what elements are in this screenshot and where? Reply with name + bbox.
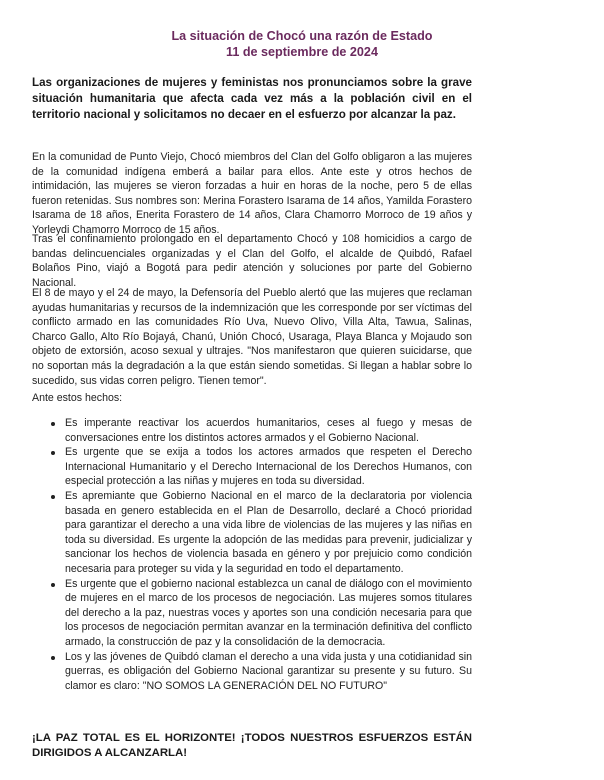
closing-statement: ¡LA PAZ TOTAL ES EL HORIZONTE! ¡TODOS NUESTROS ESFUERZOS ESTÁN DIRIGIDOS A ALCANZARLA! bbox=[32, 732, 472, 759]
bullet-icon bbox=[51, 656, 55, 660]
list-item-text: Los y las jóvenes de Quibdó claman el derecho a una vida justa y una cotidianidad sin guerras, es obligación del Gobierno Nacional garantizar su presente y su futuro. Su clamor es claro: "NO SOMOS LA GENERACIÓN DEL NO FUTURO" bbox=[65, 650, 472, 692]
list-item bbox=[32, 489, 472, 577]
paragraph-punto-viejo: En la comunidad de Punto Viejo, Chocó miembros del Clan del Golfo obligaron a las mujeres de la comunidad indígena emberá a bailar para ellos. Ante este y otros hechos de intimidación, las mujeres se vieron forzadas a huir en horas de la noche, pero 5 de ellas fueron retenidas. Sus nombres son: Merina Forastero Isarama de 14 años, Yamilda Forastero Isarama de 18 años, Enerita Forastero de 14 años, Clara Chamorro Morroco de 19 años y Yorleydi Chamorro Morroco de 15 años. bbox=[32, 151, 472, 236]
document-date: 11 de septiembre de 2024 bbox=[226, 45, 378, 59]
list-item bbox=[32, 577, 472, 650]
paragraph-confinamiento: Tras el confinamiento prolongado en el departamento Chocó y 108 homicidios a cargo de bandas delincuenciales organizadas y el Clan del Golfo, el alcalde de Quibdó, Rafael Bolaños Pino, viajó a Bogotá para pedir atención y soluciones por parte del Gobierno Nacional. bbox=[32, 233, 472, 289]
list-item-text: Es urgente que el gobierno nacional establezca un canal de diálogo con el movimiento de mujeres en el marco de los procesos de negociación. Las mujeres somos titulares del derecho a la paz, nuestras voces y aportes son una condición necesaria para que los procesos de negociación permitan avanzar en la terminación definitiva del conflicto armado, la construcción de paz y la consolidación de la democracia. bbox=[65, 577, 472, 648]
paragraph-ante-estos-hechos: Ante estos hechos: bbox=[32, 392, 123, 404]
lead-statement: Las organizaciones de mujeres y feministas nos pronunciamos sobre la grave situación humanitaria que afecta cada vez más a la población civil en el territorio nacional y solicitamos no decaer en el esfuerzo por alcanzar la paz. bbox=[32, 76, 472, 121]
bullet-icon bbox=[51, 495, 55, 499]
paragraph-defensoria: El 8 de mayo y el 24 de mayo, la Defensoría del Pueblo alertó que las mujeres que reclaman ayudas humanitarias y recursos de la indemnización que les corresponde por ser víctimas del conflicto armado en las comunidades Río Uva, Nuevo Olivo, Villa Alta, Tawua, Salinas, Charco Gallo, Alto Río Bojayá, Chanú, Unión Chocó, Usaraga, Playa Blanca y Mojaudo son objeto de extorsión, acoso sexual y ultrajes. "Nos manifestaron que quieren suicidarse, que no soportan más la degradación a la que están siendo sometidas. Si llegan a hablar sobre lo sucedido, sus vidas corren peligro. Tienen temor". bbox=[32, 287, 472, 387]
list-item bbox=[32, 416, 472, 445]
demands-list bbox=[32, 416, 472, 693]
bullet-icon bbox=[51, 583, 55, 587]
list-item-text: Es urgente que se exija a todos los actores armados que respeten el Derecho Internacional Humanitario y el Derecho Internacional de los Derechos Humanos, con especial protección a las niñas y mujeres en toda su diversidad. bbox=[65, 446, 472, 488]
list-item bbox=[32, 445, 472, 489]
bullet-icon bbox=[51, 451, 55, 455]
list-item-text: Es imperante reactivar los acuerdos humanitarios, ceses al fuego y mesas de conversaciones entre los distintos actores armados y el Gobierno Nacional. bbox=[65, 417, 472, 444]
document-header bbox=[0, 28, 604, 60]
list-item-text: Es apremiante que Gobierno Nacional en el marco de la declaratoria por violencia basada en genero establecida en el Plan de Desarrollo, declaré a Chocó prioridad para garantizar el derecho a una vida libre de violencias de las mujeres y las niñas en toda su diversidad. Es urgente la adopción de las medidas para prevenir, judicializar y sancionar los hechos de violencia basada en género y por prejuicio como condición necesaria para proteger su vida y la seguridad en todo el departamento. bbox=[65, 489, 472, 575]
bullet-icon bbox=[51, 422, 55, 426]
document-title: La situación de Chocó una razón de Estado bbox=[171, 29, 433, 43]
list-item bbox=[32, 650, 472, 694]
